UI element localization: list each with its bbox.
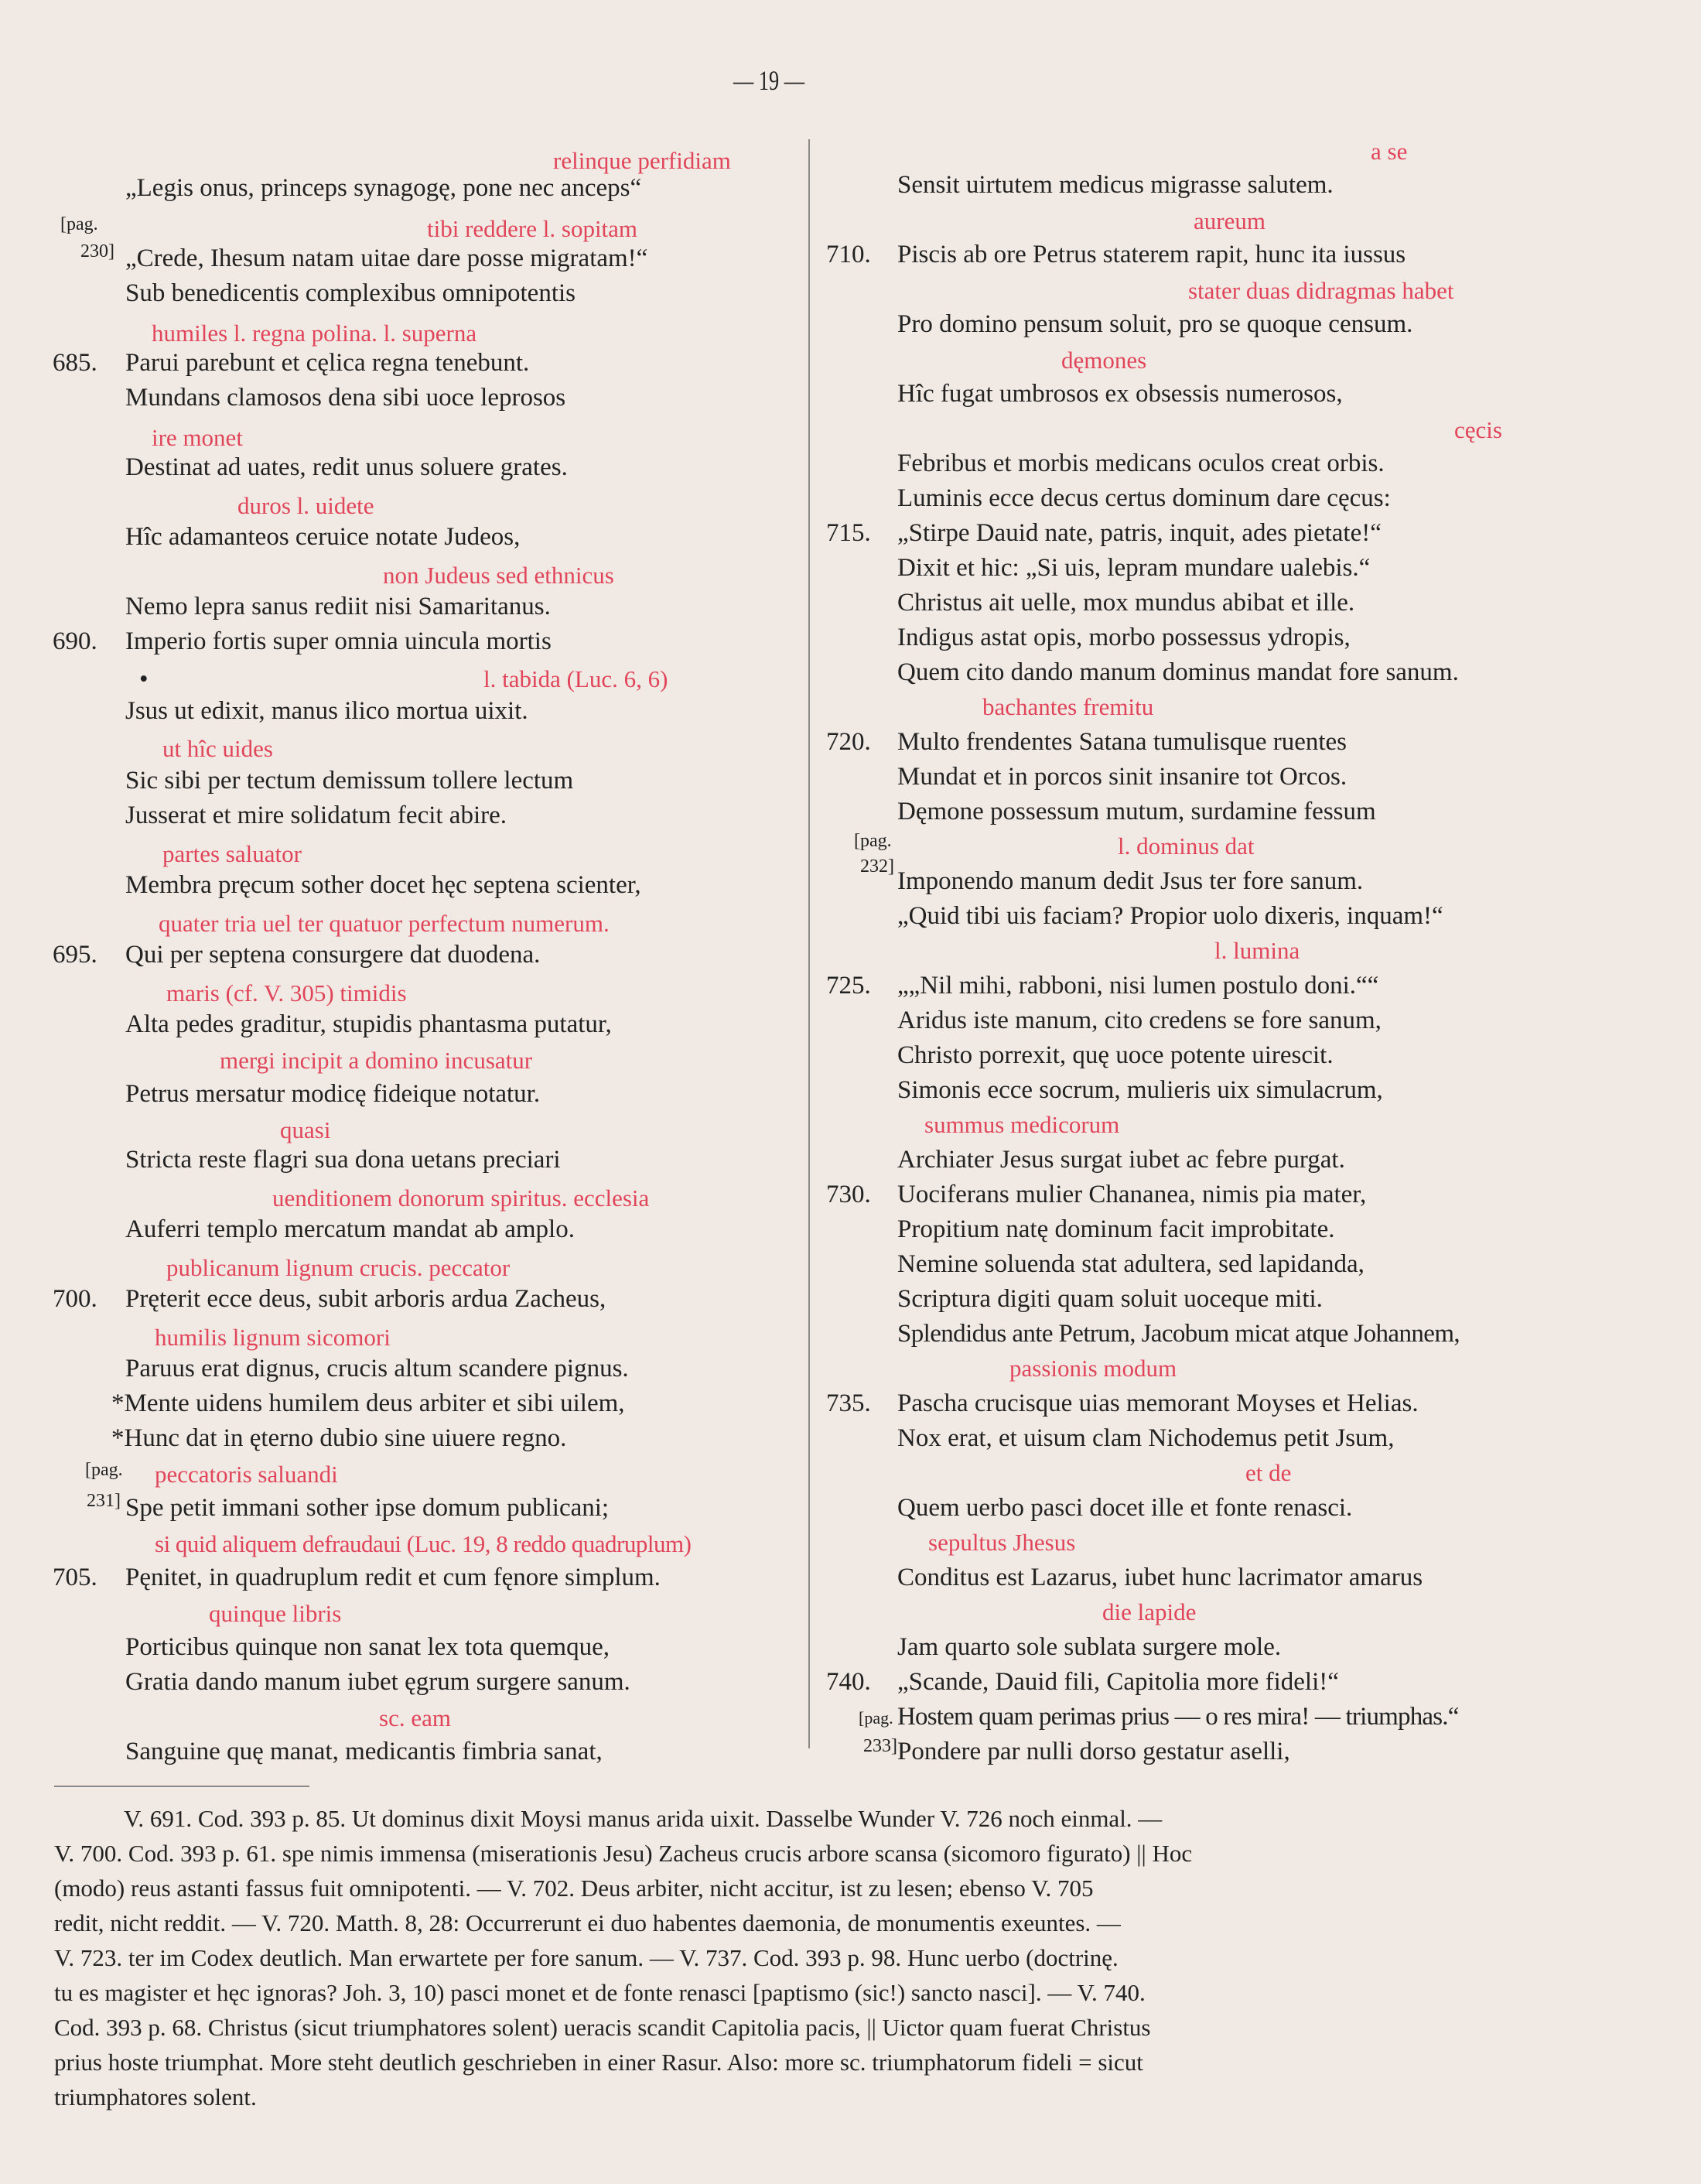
verse-line: Pascha crucisque uias memorant Moyses et Helias. bbox=[897, 1389, 1419, 1417]
gloss-line: humilis lignum sicomori bbox=[155, 1324, 391, 1351]
gloss-line: aureum bbox=[1194, 207, 1266, 234]
gloss-line: tibi reddere l. sopitam bbox=[427, 215, 638, 242]
verse-line: Spe petit immani sother ipse domum publicani; bbox=[125, 1494, 610, 1522]
gloss-line: ut hîc uides bbox=[162, 735, 273, 762]
page-mark-label: [pag. bbox=[859, 1708, 893, 1728]
line-number: 710. bbox=[826, 241, 871, 268]
verse-line: Uociferans mulier Chananea, nimis pia mater, bbox=[897, 1181, 1367, 1208]
verse-line: Febribus et morbis medicans oculos creat orbis. bbox=[897, 449, 1385, 477]
verse-line: Propitium natę dominum facit improbitate. bbox=[897, 1215, 1335, 1243]
line-number: 690. bbox=[53, 627, 97, 655]
gloss-line: si quid aliquem defraudaui (Luc. 19, 8 reddo quadruplum) bbox=[155, 1530, 692, 1557]
page-mark-number: 233] bbox=[863, 1736, 897, 1756]
verse-line: Indigus astat opis, morbo possessus ydropis, bbox=[897, 624, 1351, 651]
verse-line: „Quid tibi uis faciam? Propior uolo dixeris, inquam!“ bbox=[897, 902, 1443, 930]
page-mark-label: [pag. bbox=[85, 1460, 123, 1480]
gloss-line: stater duas didragmas habet bbox=[1188, 277, 1454, 304]
gloss-line: l. dominus dat bbox=[1118, 832, 1255, 860]
verse-line: Jam quarto sole sublata surgere mole. bbox=[897, 1633, 1282, 1661]
verse-line: *Mente uidens humilem deus arbiter et sibi uilem, bbox=[111, 1389, 625, 1417]
gloss-line: quinque libris bbox=[209, 1600, 342, 1627]
verse-line: Mundat et in porcos sinit insanire tot Orcos. bbox=[897, 763, 1347, 791]
verse-line: Archiater Jesus surgat iubet ac febre purgat. bbox=[897, 1146, 1345, 1174]
gloss-line: sc. eam bbox=[379, 1704, 451, 1731]
verse-line: Sub benedicentis complexibus omnipotentis bbox=[125, 279, 576, 307]
verse-line: Porticibus quinque non sanat lex tota quemque, bbox=[125, 1633, 610, 1661]
verse-line: Luminis ecce decus certus dominum dare cęcus: bbox=[897, 484, 1391, 512]
verse-line: Alta pedes graditur, stupidis phantasma putatur, bbox=[125, 1010, 612, 1038]
verse-line: Imperio fortis super omnia uincula mortis bbox=[125, 627, 552, 655]
verse-line: Auferri templo mercatum mandat ab amplo. bbox=[125, 1215, 575, 1243]
gloss-line: duros l. uidete bbox=[237, 492, 374, 519]
verse-line: Aridus iste manum, cito credens se fore sanum, bbox=[897, 1007, 1382, 1034]
gloss-line: l. lumina bbox=[1214, 937, 1300, 964]
gloss-line: l. tabida (Luc. 6, 6) bbox=[483, 665, 668, 692]
gloss-line: quater tria uel ter quatuor perfectum numerum. bbox=[159, 910, 610, 937]
gloss-line: ire monet bbox=[152, 424, 243, 451]
gloss-line: maris (cf. V. 305) timidis bbox=[166, 979, 407, 1007]
line-number: 715. bbox=[826, 519, 871, 547]
verse-line: Qui per septena consurgere dat duodena. bbox=[125, 941, 541, 969]
line-number: 700. bbox=[53, 1285, 97, 1313]
verse-line: Pęnitet, in quadruplum redit et cum fęnore simplum. bbox=[125, 1564, 661, 1591]
verse-line: Destinat ad uates, redit unus soluere grates. bbox=[125, 453, 568, 481]
verse-line: Simonis ecce socrum, mulieris uix simulacrum, bbox=[897, 1076, 1383, 1104]
page-mark-number: 230] bbox=[80, 241, 114, 261]
verse-line: Stricta reste flagri sua dona uetans preciari bbox=[125, 1146, 561, 1174]
verse-line: Sensit uirtutem medicus migrasse salutem. bbox=[897, 171, 1334, 199]
verse-line: Multo frendentes Satana tumulisque ruentes bbox=[897, 728, 1347, 756]
verse-line: Splendidus ante Petrum, Jacobum micat atque Johannem, bbox=[897, 1320, 1460, 1348]
verse-line: Membra pręcum sother docet hęc septena scienter, bbox=[125, 871, 641, 899]
column-separator bbox=[808, 139, 810, 1748]
line-number: 730. bbox=[826, 1181, 871, 1208]
gloss-line: a se bbox=[1371, 138, 1408, 165]
gloss-line: summus medicorum bbox=[924, 1111, 1120, 1138]
gloss-line: uenditionem donorum spiritus. ecclesia bbox=[272, 1184, 650, 1212]
footnote-line: triumphatores solent. bbox=[54, 2083, 257, 2111]
footnote-line: (modo) reus astanti fassus fuit omnipotenti. — V. 702. Deus arbiter, nicht accitur, ist zu lesen; ebenso V. 705 bbox=[54, 1875, 1094, 1902]
verse-line: Christus ait uelle, mox mundus abibat et ille. bbox=[897, 589, 1355, 617]
page-mark-number: 231] bbox=[87, 1491, 121, 1511]
verse-line: Pro domino pensum soluit, pro se quoque censum. bbox=[897, 310, 1413, 338]
verse-line: Jsus ut edixit, manus ilico mortua uixit. bbox=[125, 697, 528, 725]
line-number: 735. bbox=[826, 1389, 871, 1417]
bullet: • bbox=[139, 665, 149, 693]
footnote-line: V. 691. Cod. 393 p. 85. Ut dominus dixit Moysi manus arida uixit. Dasselbe Wunder V. 726 noch einmal. — bbox=[124, 1805, 1163, 1832]
gloss-line: passionis modum bbox=[1009, 1355, 1177, 1382]
line-number: 720. bbox=[826, 728, 871, 756]
gloss-line: humiles l. regna polina. l. superna bbox=[152, 320, 477, 347]
verse-line: Pręterit ecce deus, subit arboris ardua Zacheus, bbox=[125, 1285, 606, 1313]
gloss-line: relinque perfidiam bbox=[553, 147, 731, 174]
verse-line: Mundans clamosos dena sibi uoce leprosos bbox=[125, 384, 566, 412]
gloss-line: non Judeus sed ethnicus bbox=[383, 562, 614, 589]
verse-line: Sic sibi per tectum demissum tollere lectum bbox=[125, 767, 574, 795]
verse-line: Petrus mersatur modicę fideique notatur. bbox=[125, 1080, 541, 1108]
gloss-line: bachantes fremitu bbox=[982, 693, 1154, 720]
footnote-rule bbox=[54, 1786, 309, 1787]
line-number: 705. bbox=[53, 1564, 97, 1591]
footnote-line: V. 723. ter im Codex deutlich. Man erwartete per fore sanum. — V. 737. Cod. 393 p. 98. Hunc uerbo (doctrinę. bbox=[54, 1944, 1119, 1971]
page-number: — 19 — bbox=[733, 65, 804, 96]
verse-line: *Hunc dat in ęterno dubio sine uiuere regno. bbox=[111, 1424, 567, 1452]
verse-line: Nox erat, et uisum clam Nichodemus petit Jsum, bbox=[897, 1424, 1395, 1452]
gloss-line: peccatoris saluandi bbox=[155, 1461, 338, 1488]
gloss-line: cęcis bbox=[1454, 416, 1502, 443]
verse-line: Nemo lepra sanus rediit nisi Samaritanus. bbox=[125, 593, 551, 620]
gloss-line: publicanum lignum crucis. peccator bbox=[166, 1254, 511, 1281]
verse-line: Imponendo manum dedit Jsus ter fore sanum. bbox=[897, 867, 1364, 895]
footnote-line: tu es magister et hęc ignoras? Joh. 3, 10) pasci monet et de fonte renasci [paptismo (sic!) sancto nasci]. — V. 740. bbox=[54, 1979, 1146, 2006]
gloss-line: dęmones bbox=[1061, 347, 1147, 374]
verse-line: Dixit et hic: „Si uis, lepram mundare ualebis.“ bbox=[897, 554, 1371, 582]
page-mark-number: 232] bbox=[860, 856, 894, 877]
page-mark-label: [pag. bbox=[60, 214, 98, 234]
verse-line: Dęmone possessum mutum, surdamine fessum bbox=[897, 798, 1376, 825]
verse-line: Hîc adamanteos ceruice notate Judeos, bbox=[125, 523, 521, 551]
line-number: 725. bbox=[826, 972, 871, 1000]
footnote-line: Cod. 393 p. 68. Christus (sicut triumphatores solent) ueracis scandit Capitolia pacis, || Uictor quam fuerat Christus bbox=[54, 2014, 1151, 2041]
verse-line: Hîc fugat umbrosos ex obsessis numerosos, bbox=[897, 380, 1343, 408]
verse-line: „Crede, Ihesum natam uitae dare posse migratam!“ bbox=[125, 244, 648, 272]
footnote-line: V. 700. Cod. 393 p. 61. spe nimis immensa (miserationis Jesu) Zacheus crucis arbore scansa (sicomoro figurato) || Hoc bbox=[54, 1840, 1193, 1867]
verse-line: Paruus erat dignus, crucis altum scandere pignus. bbox=[125, 1355, 629, 1383]
verse-line: Nemine soluenda stat adultera, sed lapidanda, bbox=[897, 1250, 1365, 1278]
line-number: 695. bbox=[53, 941, 97, 969]
verse-line: „Scande, Dauid fili, Capitolia more fideli!“ bbox=[897, 1668, 1339, 1696]
line-number: 685. bbox=[53, 349, 97, 377]
verse-line: „Stirpe Dauid nate, patris, inquit, ades pietate!“ bbox=[897, 519, 1382, 547]
verse-line: „„Nil mihi, rabboni, nisi lumen postulo doni.““ bbox=[897, 972, 1379, 1000]
verse-line: Sanguine quę manat, medicantis fimbria sanat, bbox=[125, 1738, 603, 1765]
gloss-line: die lapide bbox=[1102, 1598, 1197, 1625]
gloss-line: quasi bbox=[280, 1116, 331, 1143]
verse-line: „Legis onus, princeps synagogę, pone nec anceps“ bbox=[125, 174, 642, 202]
verse-line: Gratia dando manum iubet ęgrum surgere sanum. bbox=[125, 1668, 630, 1696]
gloss-line: sepultus Jhesus bbox=[928, 1529, 1076, 1556]
verse-line: Conditus est Lazarus, iubet hunc lacrimator amarus bbox=[897, 1564, 1423, 1591]
page-mark-label: [pag. bbox=[854, 831, 892, 851]
verse-line: Christo porrexit, quę uoce potente uirescit. bbox=[897, 1041, 1334, 1069]
verse-line: Pondere par nulli dorso gestatur aselli, bbox=[897, 1738, 1290, 1765]
verse-line: Jusserat et mire solidatum fecit abire. bbox=[125, 801, 507, 829]
footnote-line: prius hoste triumphat. More steht deutlich geschrieben in einer Rasur. Also: more sc. triumphatorum fideli = sicut bbox=[54, 2049, 1143, 2076]
gloss-line: partes saluator bbox=[162, 840, 302, 867]
verse-line: Hostem quam perimas prius — o res mira! — triumphas.“ bbox=[897, 1703, 1459, 1731]
footnote-line: redit, nicht reddit. — V. 720. Matth. 8, 28: Occurrerunt ei duo habentes daemonia, de monumentis exeuntes. — bbox=[54, 1909, 1121, 1936]
gloss-line: mergi incipit a domino incusatur bbox=[220, 1047, 533, 1074]
line-number: 740. bbox=[826, 1668, 871, 1696]
verse-line: Quem cito dando manum dominus mandat fore sanum. bbox=[897, 658, 1459, 686]
verse-line: Quem uerbo pasci docet ille et fonte renasci. bbox=[897, 1494, 1353, 1522]
gloss-line: et de bbox=[1245, 1459, 1292, 1486]
verse-line: Parui parebunt et cęlica regna tenebunt. bbox=[125, 349, 530, 377]
verse-line: Scriptura digiti quam soluit uoceque miti. bbox=[897, 1285, 1323, 1313]
verse-line: Piscis ab ore Petrus staterem rapit, hunc ita iussus bbox=[897, 241, 1406, 268]
